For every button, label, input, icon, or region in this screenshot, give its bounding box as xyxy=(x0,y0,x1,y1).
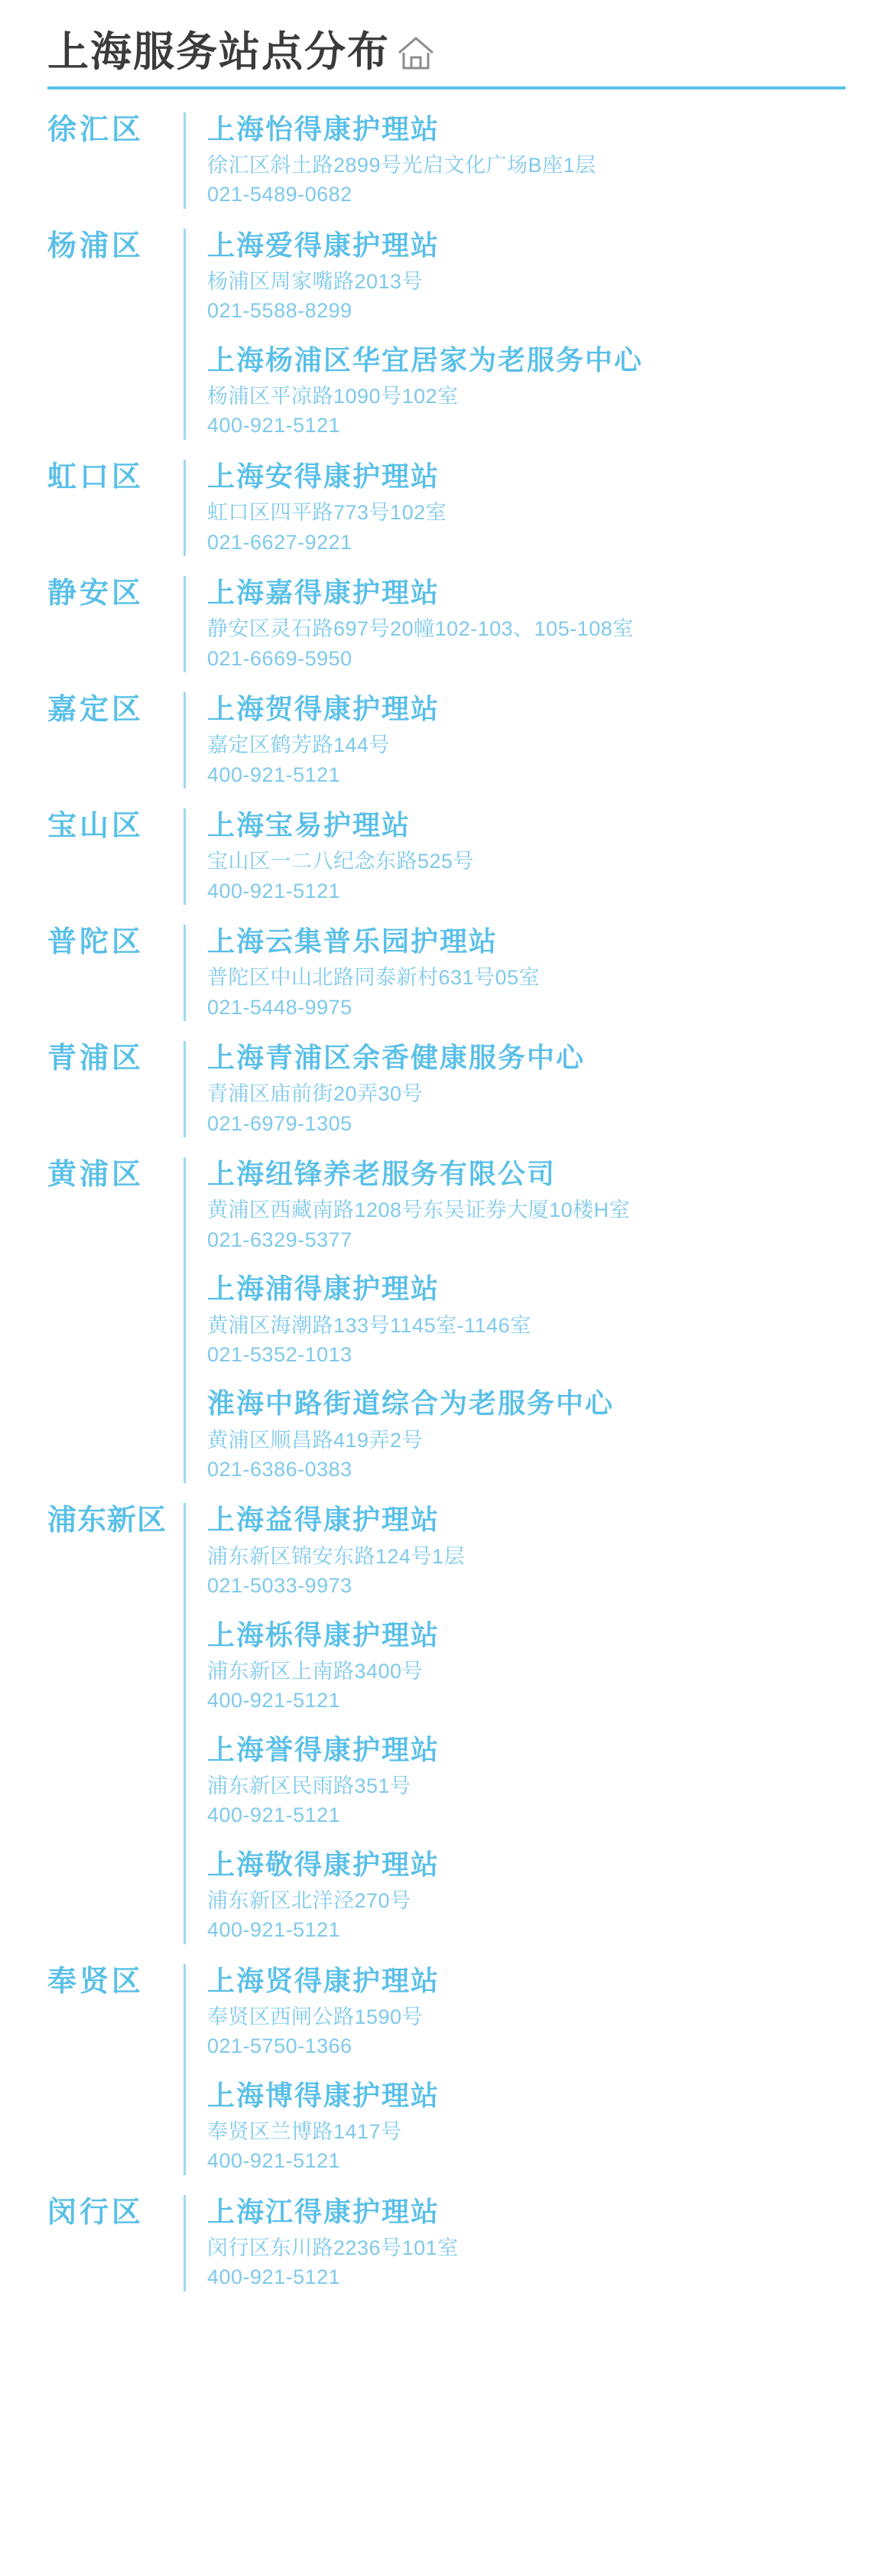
district-entries xyxy=(183,229,846,440)
district-block xyxy=(47,925,846,1021)
district-entries xyxy=(183,808,846,905)
district-entries xyxy=(183,1157,846,1483)
district-name: 虹口区 xyxy=(47,460,145,493)
station-name: 上海怡得康护理站 xyxy=(207,112,440,145)
service-station-entry xyxy=(207,112,846,209)
district-entries xyxy=(183,576,846,672)
service-station-entry xyxy=(207,1618,846,1715)
district-block xyxy=(47,2195,846,2291)
district-block xyxy=(47,1157,846,1483)
station-phone[interactable]: 021-6669-5950 xyxy=(207,646,352,670)
station-address: 浦东新区民雨路351号 xyxy=(207,1774,411,1797)
service-station-entry xyxy=(207,1157,846,1254)
station-address: 青浦区庙前街20弄30号 xyxy=(207,1082,424,1106)
district-name: 闵行区 xyxy=(47,2196,145,2229)
service-station-entry xyxy=(207,2079,846,2175)
station-name: 淮海中路街道综合为老服务中心 xyxy=(207,1387,615,1420)
station-address: 浦东新区上南路3400号 xyxy=(207,1659,424,1683)
station-address: 普陀区中山北路同泰新村631号05室 xyxy=(207,966,541,990)
district-entries xyxy=(183,925,846,1021)
district-block xyxy=(47,1503,846,1943)
page-title: 上海服务站点分布 xyxy=(47,29,390,75)
station-name: 上海纽锋养老服务有限公司 xyxy=(207,1158,557,1190)
station-name: 上海益得康护理站 xyxy=(207,1504,440,1536)
district-block xyxy=(47,229,846,440)
district-block xyxy=(47,1041,846,1137)
district-name: 浦东新区 xyxy=(47,1504,167,1537)
station-phone[interactable]: 400-921-5121 xyxy=(207,2149,341,2173)
service-station-entry xyxy=(207,1272,846,1368)
service-station-entry xyxy=(207,1848,846,1944)
service-station-entry xyxy=(207,808,846,905)
station-phone[interactable]: 021-5489-0682 xyxy=(207,183,352,207)
district-name: 奉贤区 xyxy=(47,1965,145,1998)
station-name: 上海云集普乐园护理站 xyxy=(207,925,498,958)
station-address: 杨浦区周家嘴路2013号 xyxy=(207,269,424,293)
station-phone[interactable]: 400-921-5121 xyxy=(207,1689,341,1712)
home-icon xyxy=(395,30,437,73)
station-name: 上海贺得康护理站 xyxy=(207,693,440,724)
district-block xyxy=(47,576,846,672)
station-phone[interactable]: 400-921-5121 xyxy=(207,1918,341,1942)
service-station-entry xyxy=(207,460,846,556)
station-phone[interactable]: 400-921-5121 xyxy=(207,763,341,786)
station-address: 嘉定区鹤芳路144号 xyxy=(207,733,391,757)
station-address: 奉贤区西闸公路1590号 xyxy=(207,2005,424,2028)
station-phone[interactable]: 021-5588-8299 xyxy=(207,299,352,323)
station-phone[interactable]: 400-921-5121 xyxy=(207,1804,341,1827)
service-station-entry xyxy=(207,2195,846,2291)
station-address: 虹口区四平路773号102室 xyxy=(207,501,447,525)
station-phone[interactable]: 021-5448-9975 xyxy=(207,995,352,1019)
station-address: 杨浦区平凉路1090号102室 xyxy=(207,385,459,408)
station-name: 上海栎得康护理站 xyxy=(207,1618,440,1651)
station-name: 上海爱得康护理站 xyxy=(207,229,440,261)
station-name: 上海江得康护理站 xyxy=(207,2195,440,2227)
service-station-entry xyxy=(207,1964,846,2060)
station-address: 黄浦区顺昌路419弄2号 xyxy=(207,1428,424,1452)
district-block xyxy=(47,1964,846,2175)
station-name: 上海杨浦区华宜居家为老服务中心 xyxy=(207,343,644,376)
station-phone[interactable]: 021-5352-1013 xyxy=(207,1342,352,1366)
station-address: 浦东新区北洋泾270号 xyxy=(207,1888,411,1912)
district-entries xyxy=(183,1041,846,1137)
station-phone[interactable]: 021-5750-1366 xyxy=(207,2034,352,2058)
station-address: 黄浦区海潮路133号1145室-1146室 xyxy=(207,1313,531,1337)
station-address: 徐汇区斜土路2899号光启文化广场B座1层 xyxy=(207,153,596,177)
district-name: 徐汇区 xyxy=(47,113,145,146)
district-entries xyxy=(183,692,846,789)
district-name: 嘉定区 xyxy=(47,694,145,726)
station-name: 上海嘉得康护理站 xyxy=(207,576,440,608)
station-address: 浦东新区锦安东路124号1层 xyxy=(207,1544,466,1568)
district-entries xyxy=(183,460,846,556)
district-entries xyxy=(183,1503,846,1943)
district-block xyxy=(47,808,846,905)
page-header xyxy=(47,31,846,89)
district-entries xyxy=(183,1964,846,2175)
service-station-entry xyxy=(207,1733,846,1830)
station-name: 上海博得康护理站 xyxy=(207,2079,440,2111)
district-list xyxy=(47,112,846,2291)
service-station-entry xyxy=(207,576,846,672)
station-name: 上海安得康护理站 xyxy=(207,460,440,492)
station-name: 上海敬得康护理站 xyxy=(207,1848,440,1880)
district-name: 青浦区 xyxy=(47,1042,145,1075)
station-address: 黄浦区西藏南路1208号东吴证券大厦10楼H室 xyxy=(207,1199,631,1222)
station-phone[interactable]: 021-6979-1305 xyxy=(207,1111,352,1135)
station-address: 奉贤区兰博路1417号 xyxy=(207,2119,402,2143)
service-station-entry xyxy=(207,692,846,789)
service-station-entry xyxy=(207,1387,846,1483)
station-name: 上海宝易护理站 xyxy=(207,809,411,841)
district-name: 宝山区 xyxy=(47,810,145,843)
district-name: 黄浦区 xyxy=(47,1159,145,1192)
district-entries xyxy=(183,2195,846,2291)
station-address: 静安区灵石路697号20幢102-103、105-108室 xyxy=(207,617,634,641)
station-phone[interactable]: 021-6386-0383 xyxy=(207,1458,352,1481)
service-station-entry xyxy=(207,1503,846,1599)
service-station-entry xyxy=(207,229,846,325)
station-address: 闵行区东川路2236号101室 xyxy=(207,2236,459,2259)
station-name: 上海贤得康护理站 xyxy=(207,1964,440,1996)
station-phone[interactable]: 021-6329-5377 xyxy=(207,1228,352,1251)
district-entries xyxy=(183,112,846,209)
station-phone[interactable]: 021-5033-9973 xyxy=(207,1574,352,1598)
station-name: 上海青浦区余香健康服务中心 xyxy=(207,1042,586,1074)
station-phone[interactable]: 400-921-5121 xyxy=(207,414,341,437)
district-block xyxy=(47,692,846,789)
service-station-entry xyxy=(207,343,846,440)
station-address: 宝山区一二八纪念东路525号 xyxy=(207,850,475,873)
district-block xyxy=(47,460,846,556)
district-block xyxy=(47,112,846,209)
station-phone[interactable]: 021-6627-9221 xyxy=(207,530,352,554)
station-phone[interactable]: 400-921-5121 xyxy=(207,2265,341,2289)
service-station-entry xyxy=(207,1041,846,1137)
district-name: 普陀区 xyxy=(47,926,145,959)
station-name: 上海誉得康护理站 xyxy=(207,1733,440,1765)
service-station-entry xyxy=(207,925,846,1021)
station-name: 上海浦得康护理站 xyxy=(207,1273,440,1305)
district-name: 杨浦区 xyxy=(47,229,145,262)
district-name: 静安区 xyxy=(47,577,145,610)
station-phone[interactable]: 400-921-5121 xyxy=(207,879,341,903)
